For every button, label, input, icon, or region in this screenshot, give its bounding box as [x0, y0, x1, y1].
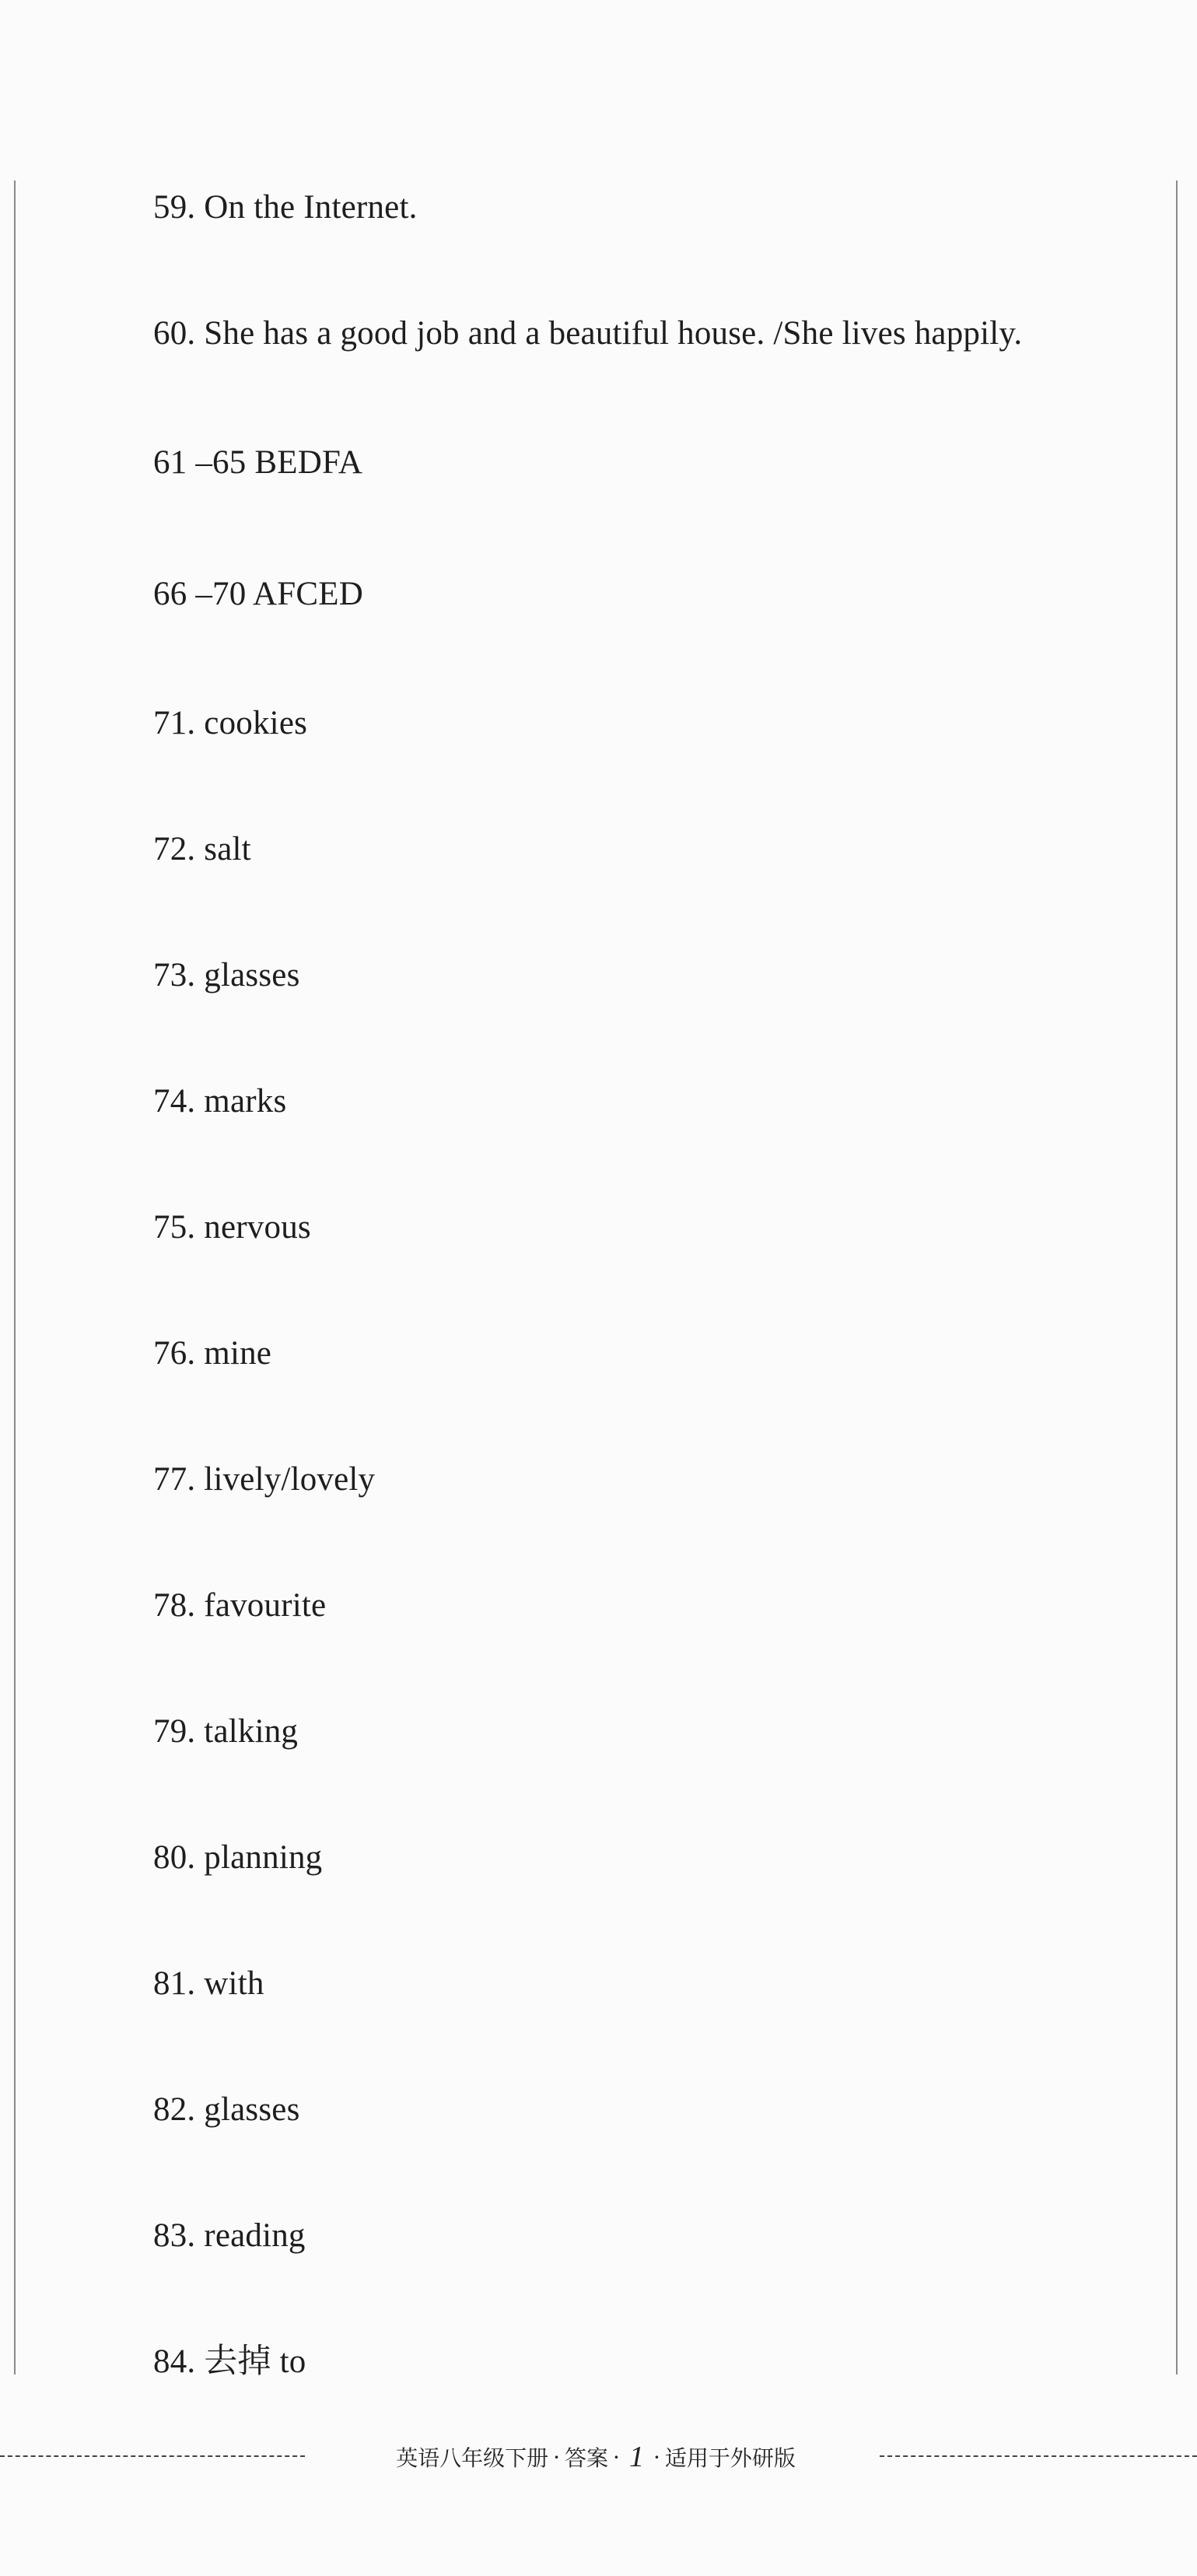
answer-66-70: 66 –70 AFCED [153, 576, 363, 612]
footer-separator: · [653, 2444, 660, 2470]
answer-77: 77. lively/lovely [153, 1461, 376, 1498]
answer-78: 78. favourite [153, 1587, 327, 1624]
answer-71: 71. cookies [153, 705, 308, 741]
answer-75: 75. nervous [153, 1209, 311, 1246]
answer-74: 74. marks [153, 1083, 287, 1120]
answer-81: 81. with [153, 1965, 264, 2002]
answer-59: 59. On the Internet. [153, 189, 418, 226]
answer-83: 83. reading [153, 2217, 306, 2254]
answer-61-65: 61 –65 BEDFA [153, 444, 363, 481]
answer-82: 82. glasses [153, 2091, 300, 2128]
answer-84: 84. 去掉 to [153, 2343, 306, 2380]
answer-79: 79. talking [153, 1713, 299, 1750]
answer-80: 80. planning [153, 1839, 323, 1876]
answer-73: 73. glasses [153, 957, 300, 994]
footer-separator: · [613, 2444, 620, 2470]
footer-separator: · [553, 2444, 561, 2470]
footer-dashed-rule-left [0, 2455, 305, 2457]
page-footer [0, 2441, 1197, 2473]
answer-72: 72. salt [153, 831, 251, 867]
footer-book-title: 英语八年级下册 [396, 2445, 549, 2471]
footer-dashed-rule-right [880, 2455, 1197, 2457]
footer-section: 答案 [565, 2445, 609, 2471]
answer-76: 76. mine [153, 1335, 272, 1372]
page-number: 1 [628, 2441, 644, 2473]
footer-caption [319, 2441, 873, 2473]
answer-60: 60. She has a good job and a beautiful house. /She lives happily. [153, 315, 1023, 352]
footer-edition: 适用于外研版 [664, 2445, 796, 2471]
